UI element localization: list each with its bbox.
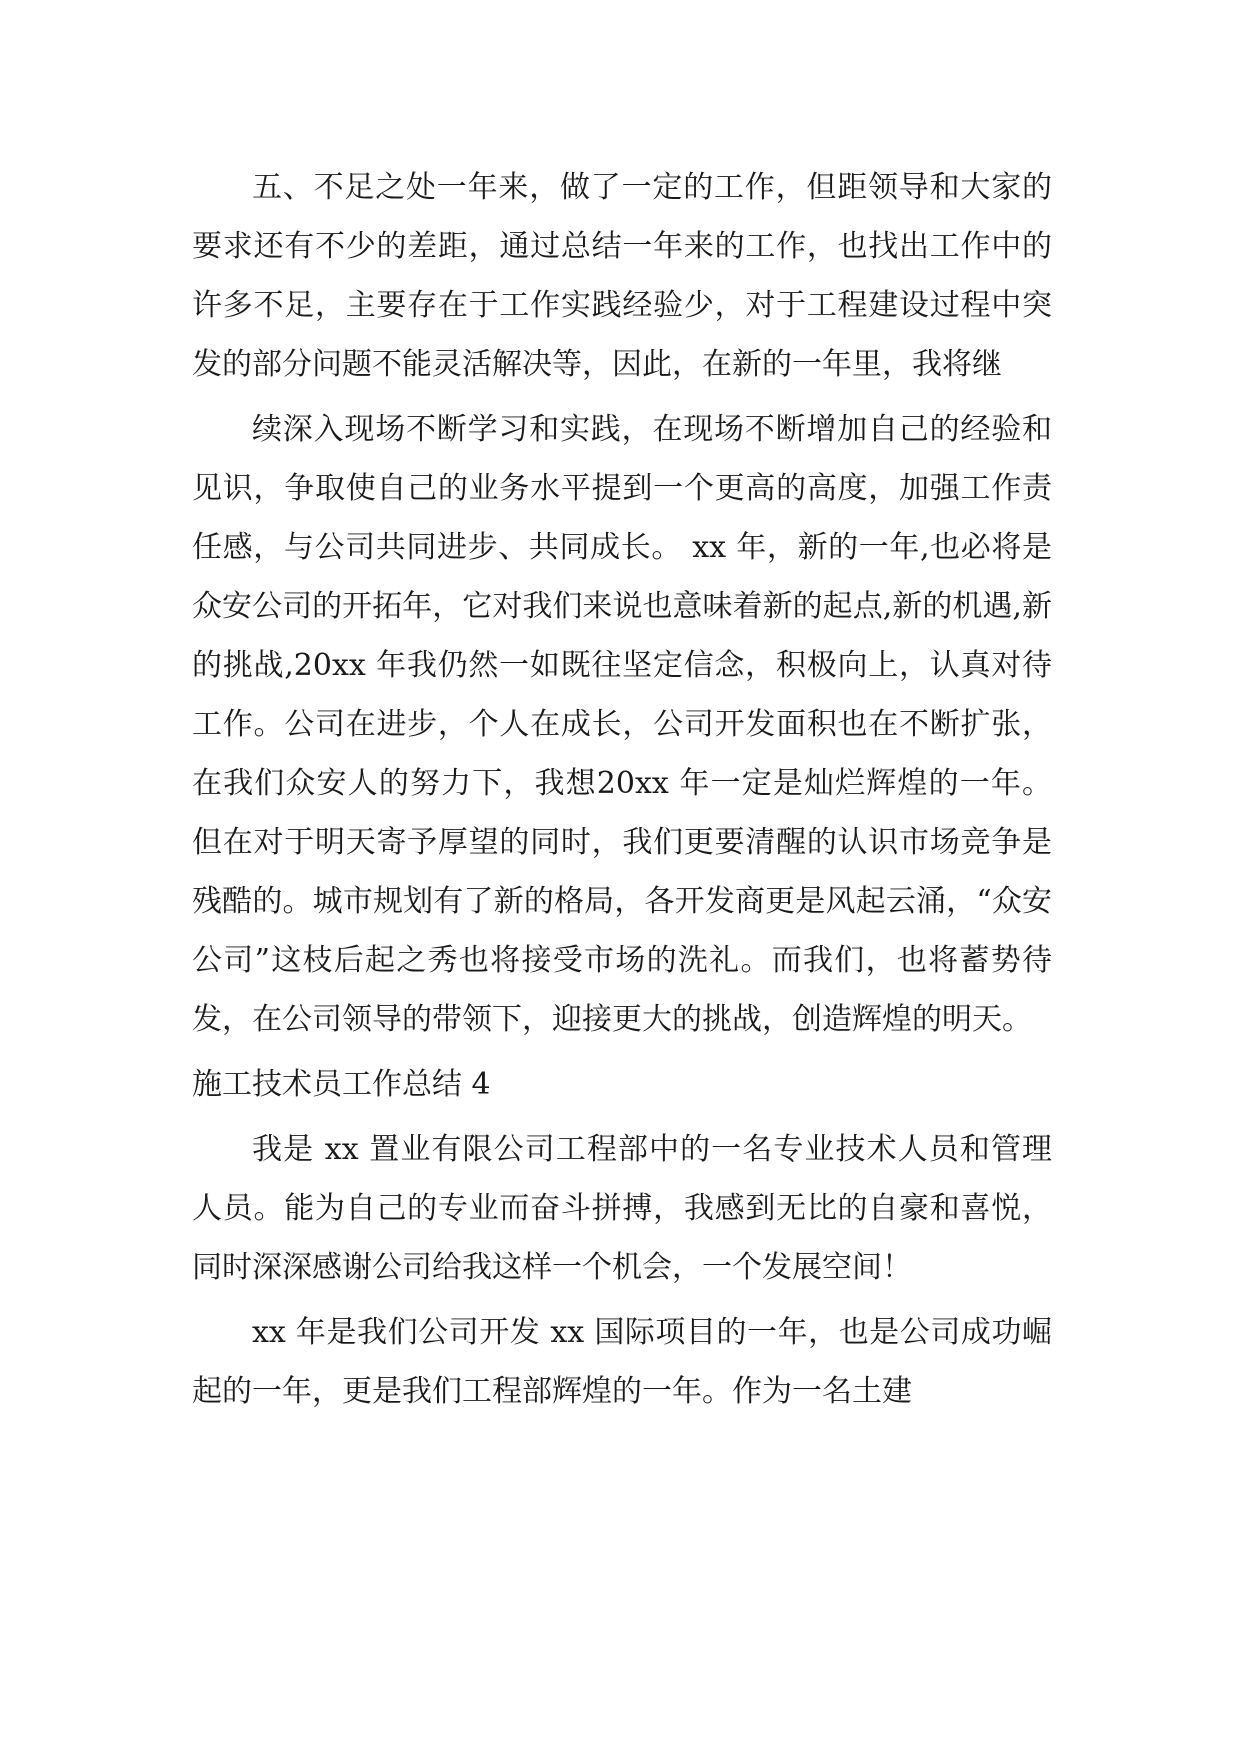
paragraph-shortcomings: 五、不足之处一年来，做了一定的工作，但距领导和大家的要求还有不少的差距，通过总结一年来的工作，也找出工作中的许多不足，主要存在于工作实践经验少，对于工程建设过程中突发的部分问题不能灵活解决等，因此，在新的一年里，我将继 bbox=[192, 170, 1052, 382]
paragraph-introduction: 我是 xx 置业有限公司工程部中的一名专业技术人员和管理人员。能为自己的专业而奋斗拼搏，我感到无比的自豪和喜悦，同时深深感谢公司给我这样一个机会，一个发展空间！ bbox=[192, 1132, 1052, 1285]
paragraph-continued-outlook: 续深入现场不断学习和实践，在现场不断增加自己的经验和见识，争取使自己的业务水平提到一个更高的高度，加强工作责任感，与公司共同进步、共同成长。 xx 年，新的一年,也必将是众安公司的开拓年，它对我们来说也意味着新的起点,新的机遇,新的挑战,20xx 年我仍然一如既往坚定信念，积极向上，认真对待工作。公司在进步，个人在成长，公司开发面积也在不断扩张，在我们众安人的努力下，我想20xx 年一定是灿烂辉煌的一年。但在对于明天寄予厚望的同时，我们更要清醒的认识市场竞争是残酷的。城市规划有了新的格局，各开发商更是风起云涌，“众安公司”这枝后起之秀也将接受市场的洗礼。而我们，也将蓄势待发，在公司领导的带领下，迎接更大的挑战，创造辉煌的明天。 bbox=[192, 412, 1052, 1037]
paragraph-project-year: xx 年是我们公司开发 xx 国际项目的一年，也是公司成功崛起的一年，更是我们工程部辉煌的一年。作为一名土建 bbox=[192, 1315, 1052, 1409]
document-body bbox=[192, 158, 1052, 1427]
section-heading: 施工技术员工作总结 4 bbox=[192, 1067, 491, 1102]
